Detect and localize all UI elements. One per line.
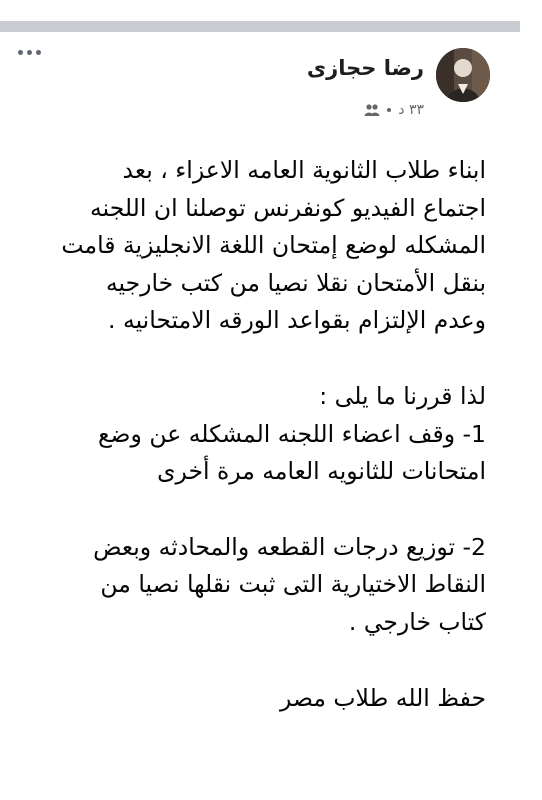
author-name-link[interactable]: رضا حجازى	[306, 56, 424, 80]
post-paragraph	[16, 152, 486, 340]
post-body-text	[16, 152, 486, 717]
more-options-button[interactable]	[14, 42, 44, 62]
post-text-line: النقاط الاختيارية التى ثبت نقلها نصيا من	[100, 570, 486, 599]
post-text-line: 2- توزيع درجات القطعه والمحادثه وبعض	[93, 532, 486, 561]
facebook-post	[0, 32, 542, 800]
post-meta	[364, 100, 424, 120]
top-strip	[0, 0, 542, 22]
avatar-portrait-icon	[436, 48, 490, 102]
friends-icon[interactable]	[364, 103, 380, 117]
post-text-line: اجتماع الفيديو كونفرنس توصلنا ان اللجنه	[90, 193, 486, 222]
post-text-line: بنقل الأمتحان نقلا نصيا من كتب خارجيه	[105, 268, 486, 297]
post-paragraph	[16, 378, 486, 491]
post-text-line: ابناء طلاب الثانوية العامه الاعزاء ، بعد	[122, 156, 486, 184]
post-text-line: وعدم الإلتزام بقواعد الورقه الامتحانيه .	[108, 306, 486, 335]
post-text-line: امتحانات للثانويه العامه مرة أخرى	[157, 457, 486, 486]
more-dot-icon	[36, 50, 41, 55]
post-text-line: المشكله لوضع إمتحان اللغة الانجليزية قامت	[61, 231, 486, 260]
more-dot-icon	[27, 50, 32, 55]
post-text-line: لذا قررنا ما يلى :	[319, 381, 486, 410]
post-paragraph	[16, 529, 486, 642]
post-timestamp[interactable]: ٣٣ د	[398, 102, 424, 118]
post-text-line: 1- وقف اعضاء اللجنه المشكله عن وضع	[98, 419, 486, 448]
post-paragraph	[16, 680, 486, 718]
post-text-line: كتاب خارجي .	[348, 607, 486, 636]
author-avatar[interactable]	[436, 48, 490, 102]
post-text-line: حفظ الله طلاب مصر	[280, 683, 486, 712]
more-dot-icon	[18, 50, 23, 55]
meta-separator-dot	[387, 108, 391, 112]
feed-divider	[0, 21, 520, 32]
